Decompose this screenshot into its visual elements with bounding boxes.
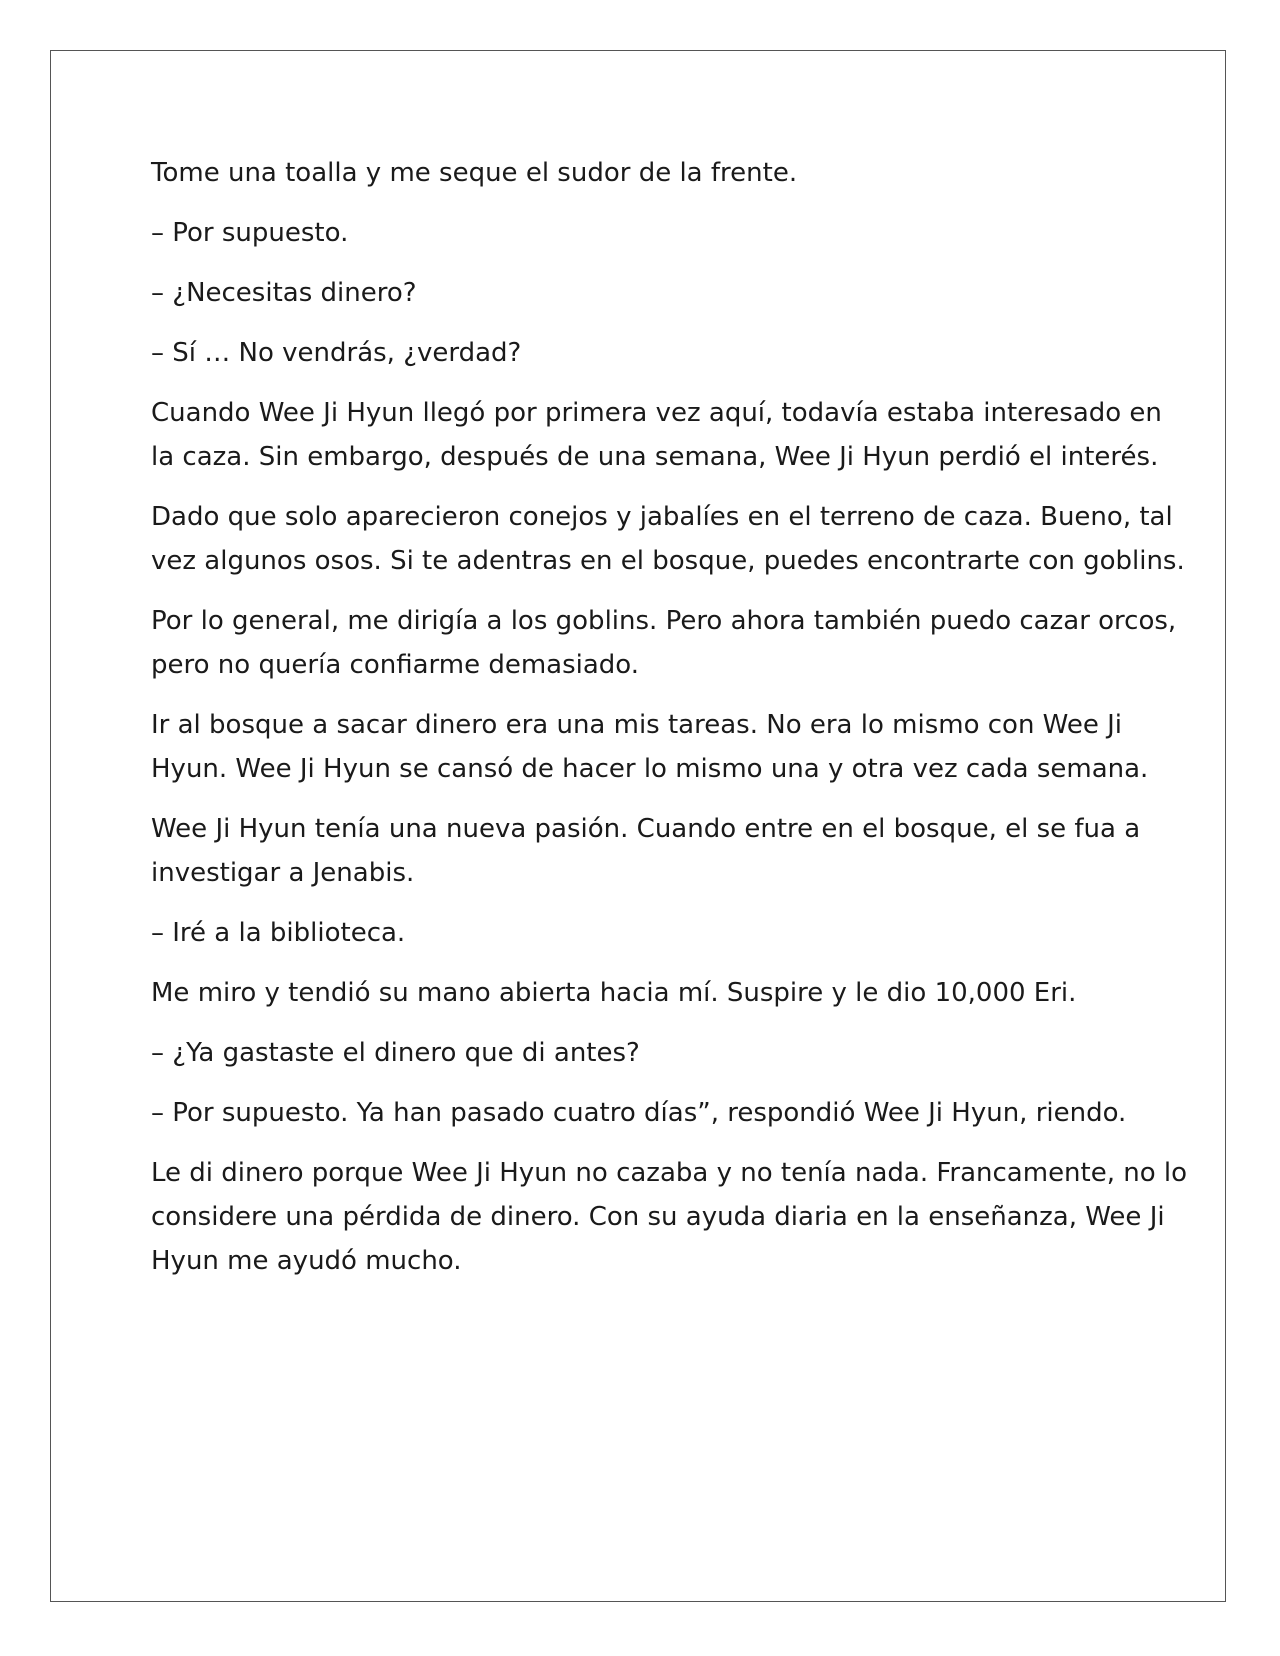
paragraph: Wee Ji Hyun tenía una nueva pasión. Cuando entre en el bosque, el se fua a investigar a Jenabis. (151, 814, 1141, 888)
paragraph: Dado que solo aparecieron conejos y jabalíes en el terreno de caza. Bueno, tal vez algunos osos. Si te adentras en el bosque, puedes encontrarte con goblins. (151, 502, 1185, 576)
paragraph: Ir al bosque a sacar dinero era una mis tareas. No era lo mismo con Wee Ji Hyun. Wee Ji Hyun se cansó de hacer lo mismo una y otra vez cada semana. (151, 710, 1149, 784)
paragraph: – Iré a la biblioteca. (151, 918, 406, 948)
paragraph: Por lo general, me dirigía a los goblins. Pero ahora también puedo cazar orcos, pero no quería confiarme demasiado. (151, 606, 1177, 680)
paragraph: – ¿Ya gastaste el dinero que di antes? (151, 1038, 640, 1068)
paragraph: Me miro y tendió su mano abierta hacia mí. Suspire y le dio 10,000 Eri. (151, 978, 1077, 1008)
paragraph: – ¿Necesitas dinero? (151, 278, 417, 308)
paragraph: – Por supuesto. Ya han pasado cuatro días”, respondió Wee Ji Hyun, riendo. (151, 1098, 1127, 1128)
document-body (151, 151, 1191, 1299)
paragraph: – Por supuesto. (151, 218, 349, 248)
paragraph: Le di dinero porque Wee Ji Hyun no cazaba y no tenía nada. Francamente, no lo considere una pérdida de dinero. Con su ayuda diaria en la enseñanza, Wee Ji Hyun me ayudó mucho. (151, 1158, 1188, 1276)
page-frame (50, 50, 1226, 1602)
paragraph: – Sí … No vendrás, ¿verdad? (151, 338, 522, 368)
paragraph: Tome una toalla y me seque el sudor de la frente. (151, 158, 798, 188)
paragraph: Cuando Wee Ji Hyun llegó por primera vez aquí, todavía estaba interesado en la caza. Sin embargo, después de una semana, Wee Ji Hyun perdió el interés. (151, 398, 1162, 472)
